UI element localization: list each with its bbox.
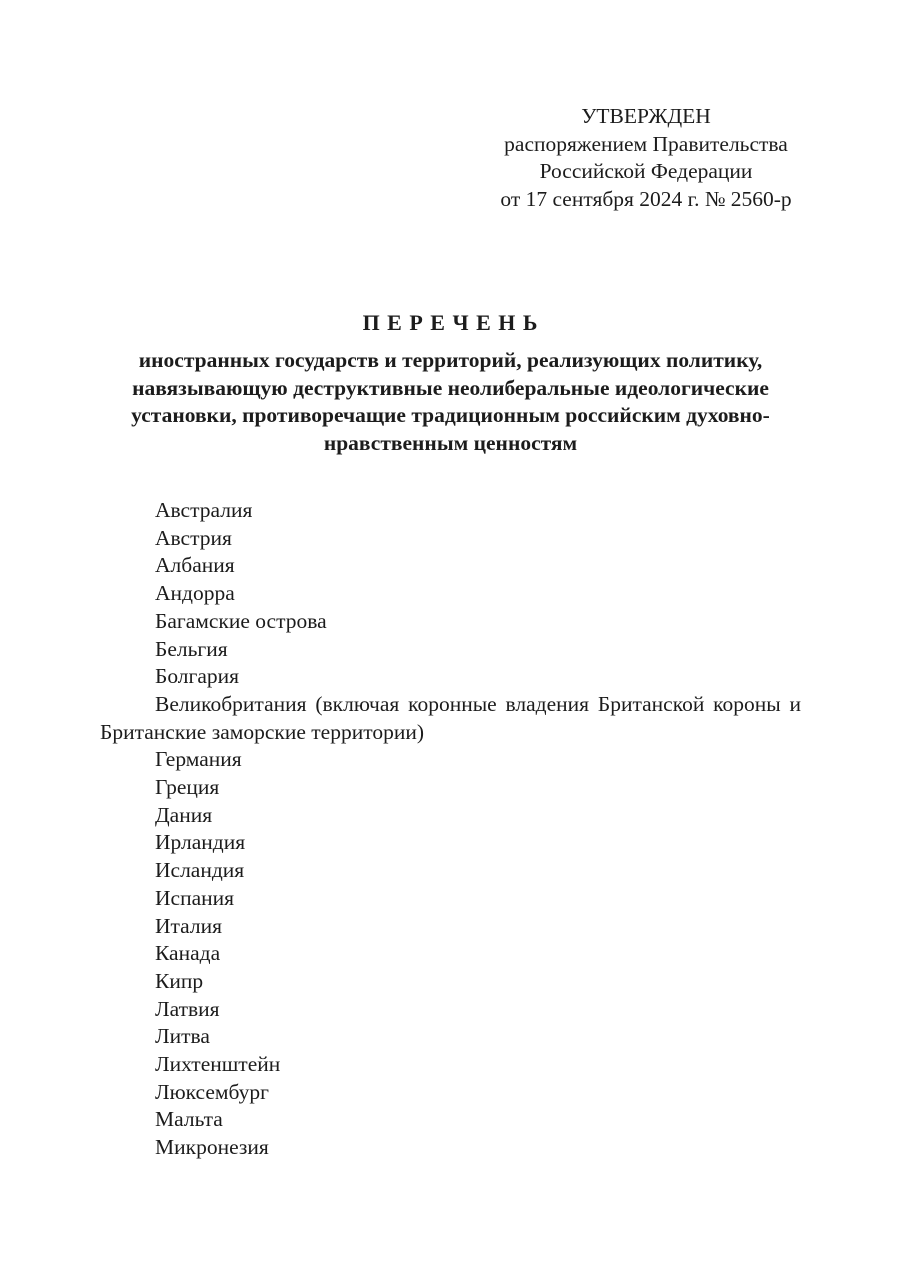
country-item: Багамские острова [155, 608, 327, 633]
country-item: Исландия [155, 858, 245, 883]
country-item: Андорра [155, 581, 235, 606]
country-item: Литва [155, 1024, 210, 1049]
document-subtitle: иностранных государств и территорий, реализующих политику, навязывающую деструктивные неолиберальные идеологические установки, противоречащие традиционным российским духовно-нравственным ценностям [131, 348, 770, 456]
country-item: Латвия [155, 996, 220, 1021]
country-item: Микронезия [155, 1135, 269, 1160]
country-item: Люксембург [155, 1079, 269, 1104]
approval-line-4: от 17 сентября 2024 г. № 2560-р [500, 187, 792, 212]
country-item: Великобритания (включая коронные владения Британской короны и Британские заморские территории) [100, 691, 801, 744]
country-item: Дания [155, 802, 213, 827]
country-item: Албания [155, 553, 235, 578]
approval-stamp [481, 103, 811, 214]
country-item: Лихтенштейн [155, 1052, 281, 1077]
approval-line-1: УТВЕРЖДЕН [581, 104, 711, 128]
country-item: Канада [155, 941, 221, 966]
country-item: Италия [155, 913, 223, 938]
country-item: Болгария [155, 664, 240, 689]
document-title: П Е Р Е Ч Е Н Ь [362, 310, 539, 335]
approval-line-2: распоряжением Правительства [504, 131, 788, 156]
country-item: Кипр [155, 968, 204, 993]
country-list [100, 497, 801, 1162]
country-item: Мальта [155, 1107, 223, 1132]
approval-line-3: Российской Федерации [539, 159, 753, 184]
country-item: Ирландия [155, 830, 246, 855]
country-item: Германия [155, 747, 242, 772]
country-item: Бельгия [155, 636, 228, 661]
country-item: Греция [155, 775, 220, 800]
country-item: Австралия [155, 498, 253, 522]
country-item: Испания [155, 885, 235, 910]
country-item: Австрия [155, 525, 232, 550]
